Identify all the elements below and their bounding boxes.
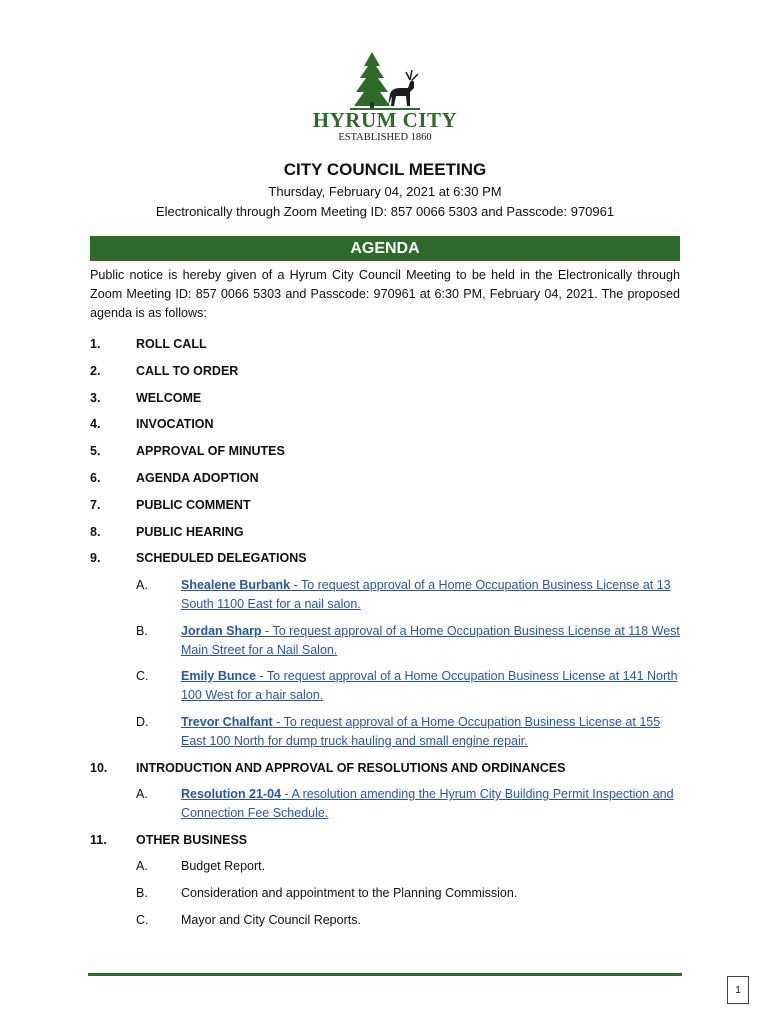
sub-letter: C. bbox=[136, 669, 149, 683]
delegation-text: - To request approval of a Home Occupation Business License at 13 South 1100 East for a nail salon. bbox=[181, 578, 671, 611]
item-number: 6. bbox=[90, 471, 101, 485]
other-business-item: Mayor and City Council Reports. bbox=[181, 913, 361, 927]
agenda-heading: AGENDA bbox=[90, 236, 680, 261]
sub-letter: A. bbox=[136, 787, 148, 801]
sub-letter: A. bbox=[136, 859, 148, 873]
sub-letter: B. bbox=[136, 624, 148, 638]
item-call-to-order: CALL TO ORDER bbox=[136, 364, 239, 378]
sub-letter: C. bbox=[136, 913, 149, 927]
delegation-link[interactable] bbox=[181, 622, 681, 659]
resolution-name: Resolution 21-04 bbox=[181, 787, 282, 801]
delegation-name: Emily Bunce bbox=[181, 669, 257, 683]
item-roll-call: ROLL CALL bbox=[136, 337, 207, 351]
item-number: 3. bbox=[90, 391, 101, 405]
other-business-item: Budget Report. bbox=[181, 859, 266, 873]
item-number: 5. bbox=[90, 444, 101, 458]
item-scheduled-delegations: SCHEDULED DELEGATIONS bbox=[136, 551, 307, 565]
tree-elk-icon bbox=[350, 50, 420, 112]
resolution-link[interactable] bbox=[181, 785, 681, 822]
item-agenda-adoption: AGENDA ADOPTION bbox=[136, 471, 259, 485]
sub-letter: D. bbox=[136, 715, 149, 729]
item-number: 2. bbox=[90, 364, 101, 378]
meeting-date: Thursday, February 04, 2021 at 6:30 PM bbox=[268, 184, 502, 199]
item-public-hearing: PUBLIC HEARING bbox=[136, 525, 244, 539]
delegation-name: Jordan Sharp bbox=[181, 624, 262, 638]
delegation-link[interactable] bbox=[181, 576, 681, 613]
delegation-link[interactable] bbox=[181, 713, 681, 750]
delegation-text: - To request approval of a Home Occupation Business License at 118 West Main Street for a Nail Salon. bbox=[181, 624, 680, 657]
item-number: 4. bbox=[90, 417, 101, 431]
item-public-comment: PUBLIC COMMENT bbox=[136, 498, 251, 512]
sub-letter: B. bbox=[136, 886, 148, 900]
delegation-name: Trevor Chalfant bbox=[181, 715, 273, 729]
item-approval-of-minutes: APPROVAL OF MINUTES bbox=[136, 444, 285, 458]
zoom-info: Electronically through Zoom Meeting ID: 857 0066 5303 and Passcode: 970961 bbox=[155, 204, 615, 219]
public-notice: Public notice is hereby given of a Hyrum City Council Meeting to be held in the Electronically through Zoom Meeting ID: 857 0066 5303 and Passcode: 970961 at 6:30 PM, February 04, 2021. The proposed agenda is as follows: bbox=[90, 268, 680, 320]
item-welcome: WELCOME bbox=[136, 391, 202, 405]
delegation-text: - To request approval of a Home Occupation Business License at 155 East 100 North for dump truck hauling and small engine repair. bbox=[181, 715, 661, 748]
item-number: 11. bbox=[90, 833, 107, 847]
sub-letter: A. bbox=[136, 578, 148, 592]
delegation-link[interactable] bbox=[181, 667, 681, 704]
delegation-name: Shealene Burbank bbox=[181, 578, 291, 592]
hyrum-city-logo bbox=[310, 50, 460, 146]
item-number: 1. bbox=[90, 337, 101, 351]
item-number: 9. bbox=[90, 551, 101, 565]
page-title: CITY COUNCIL MEETING bbox=[283, 160, 487, 179]
item-number: 10. bbox=[90, 761, 108, 775]
resolution-text: - A resolution amending the Hyrum City Building Permit Inspection and Connection Fee Schedule. bbox=[181, 787, 674, 820]
logo-name: HYRUM CITY bbox=[312, 108, 458, 132]
item-number: 8. bbox=[90, 525, 101, 539]
item-resolutions-ordinances: INTRODUCTION AND APPROVAL OF RESOLUTIONS AND ORDINANCES bbox=[136, 761, 566, 775]
page-number: 1 bbox=[727, 976, 749, 1004]
delegation-text: - To request approval of a Home Occupation Business License at 141 North 100 West for a hair salon. bbox=[181, 669, 678, 702]
item-number: 7. bbox=[90, 498, 101, 512]
item-other-business: OTHER BUSINESS bbox=[136, 833, 248, 847]
footer-divider bbox=[88, 973, 682, 976]
logo-established: ESTABLISHED 1860 bbox=[338, 132, 432, 143]
item-invocation: INVOCATION bbox=[136, 417, 214, 431]
other-business-item: Consideration and appointment to the Planning Commission. bbox=[181, 886, 518, 900]
